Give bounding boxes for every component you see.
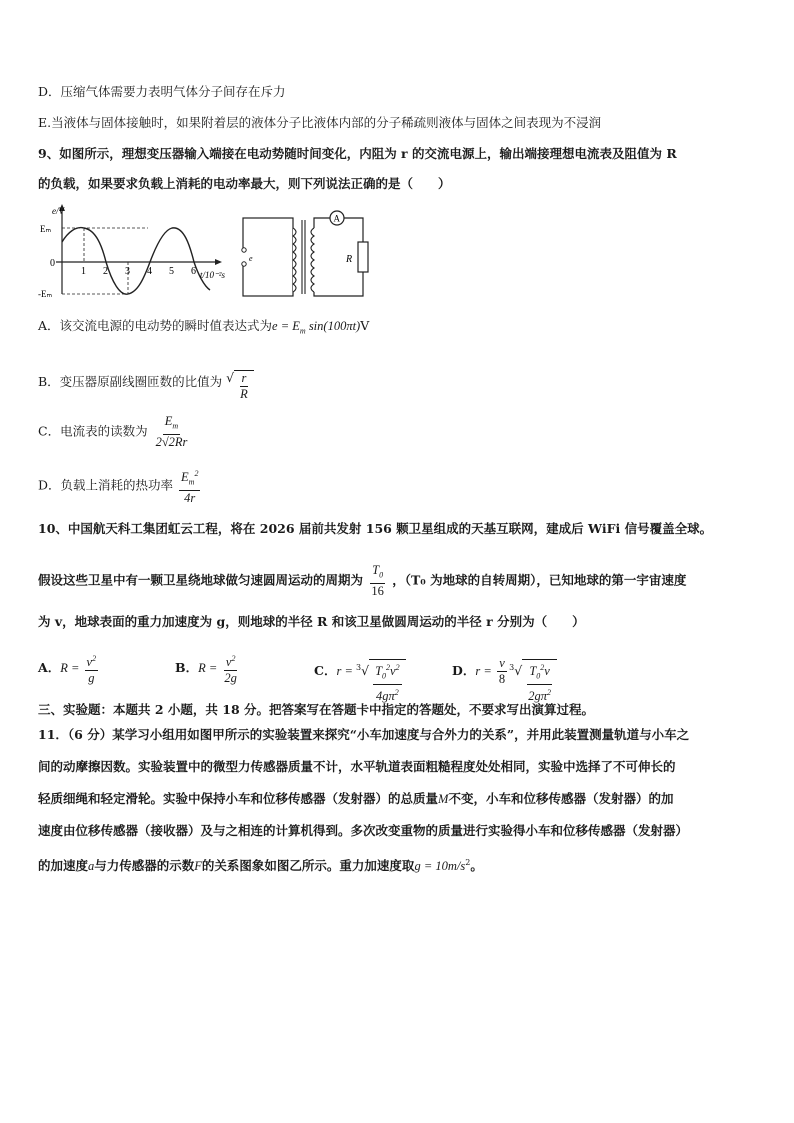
ammeter-label: A — [333, 213, 340, 224]
q9-option-b: B．变压器原副线圈匝数的比值为 √ $\frac{r}{R}$ — [38, 363, 254, 402]
axis-x-label: t/10⁻²s — [200, 270, 225, 280]
q10-option-b: B．R = $\frac{v^2}{2g}$ — [175, 650, 241, 686]
option-d-q8: D．压缩气体需要力表明气体分子间存在斥力 — [38, 84, 286, 99]
question-9-line1: 9、如图所示，理想变压器输入端接在电动势随时间变化，内阻为 r 的交流电源上，输出端接理想电流表及阻值为 R — [38, 146, 677, 161]
em-label: Eₘ — [40, 224, 52, 234]
neg-em-label: -Eₘ — [38, 289, 53, 299]
q9-option-d: D．负载上消耗的热功率 $\frac{E_m^2}{4r}$ — [38, 466, 202, 506]
question-10-line1: 10、中国航天科工集团虹云工程，将在 2026 届前共发射 156 颗卫星组成的天基互联网，建成后 WiFi 信号覆盖全球。 — [38, 521, 713, 536]
frac-t0-over-16: $\frac{T_0}{16}$ — [371, 563, 384, 598]
question-11-line2: 间的动摩擦因数。实验装置中的微型力传感器质量不计，水平轨道表面粗糙程度处处相同，实验中选择了不可伸长的 — [38, 759, 676, 774]
question-11-line3: 轻质细绳和轻定滑轮。实验中保持小车和位移传感器（发射器）的总质量M不变，小车和位移传感器（发射器）的加 — [38, 791, 674, 806]
resistor-label: R — [346, 254, 353, 265]
tick-3: 3 — [125, 266, 130, 277]
section-3-heading: 三、实验题：本题共 2 小题，共 18 分。把答案写在答题卡中指定的答题处，不要求写出演算过程。 — [38, 702, 595, 717]
q10-option-d: D．r = $\frac{v}{8}$ $^3$√ $\frac{T_0^2v}{2g\pi^2}$ — [452, 650, 557, 704]
origin-label: 0 — [50, 258, 55, 269]
question-9-figure — [38, 202, 378, 302]
question-10-line3: 为 v，地球表面的重力加速度为 g，则地球的半径 R 和该卫星做圆周运动的半径 r 分别为（ ） — [38, 614, 585, 629]
q10-option-c: C．r = $^3$√ $\frac{T_0^2v^2}{4g\pi^2}$ — [314, 650, 406, 704]
resistor-symbol — [358, 242, 368, 272]
question-11-line4: 速度由位移传感器（接收器）及与之相连的计算机得到。多次改变重物的质量进行实验得小车和位移传感器（发射器） — [38, 823, 689, 838]
question-11-line5: 的加速度a与力传感器的示数F的关系图象如图乙所示。重力加速度取$g = 10m/s^2$。 — [38, 858, 483, 874]
sqrt-r-over-R: √ $\frac{r}{R}$ — [226, 363, 254, 402]
axis-y-label: e/V — [52, 206, 64, 216]
option-e-q8: E.当液体与固体接触时，如果附着层的液体分子比液体内部的分子稀疏则液体与固体之间表现为不浸润 — [38, 115, 602, 130]
tick-2: 2 — [103, 266, 108, 277]
source-label: e — [249, 254, 253, 263]
question-9-line2: 的负载，如果要求负载上消耗的电动率最大，则下列说法正确的是（ ） — [38, 176, 451, 191]
q9-option-a: A．该交流电源的电动势的瞬时值表达式为$e = E_m$ sin(100πt)V — [38, 318, 370, 336]
tick-1: 1 — [81, 266, 86, 277]
question-11-line1: 11．（6 分）某学习小组用如图甲所示的实验装置来探究“小车加速度与合外力的关系”，并用此装置测量轨道与小车之 — [38, 727, 690, 742]
q9-option-c: C．电流表的读数为 $\frac{E_m}{2√2Rr}$ — [38, 414, 188, 449]
emf-graph-and-circuit — [38, 202, 378, 302]
frac-em-over-2sqrt2Rr: $\frac{E_m}{2√2Rr}$ — [155, 414, 188, 449]
tick-6: 6 — [191, 266, 196, 277]
question-10-line2: 假设这些卫星中有一颗卫星绕地球做匀速圆周运动的周期为 $\frac{T_0}{16}$ ，（T₀ 为地球的自转周期），已知地球的第一宇宙速度 — [38, 563, 687, 598]
tick-4: 4 — [147, 266, 152, 277]
frac-em2-over-4r: $\frac{E_m^2}{4r}$ — [179, 466, 200, 506]
tick-5: 5 — [169, 266, 174, 277]
q10-option-a: A．R = $\frac{v^2}{g}$ — [38, 650, 100, 686]
